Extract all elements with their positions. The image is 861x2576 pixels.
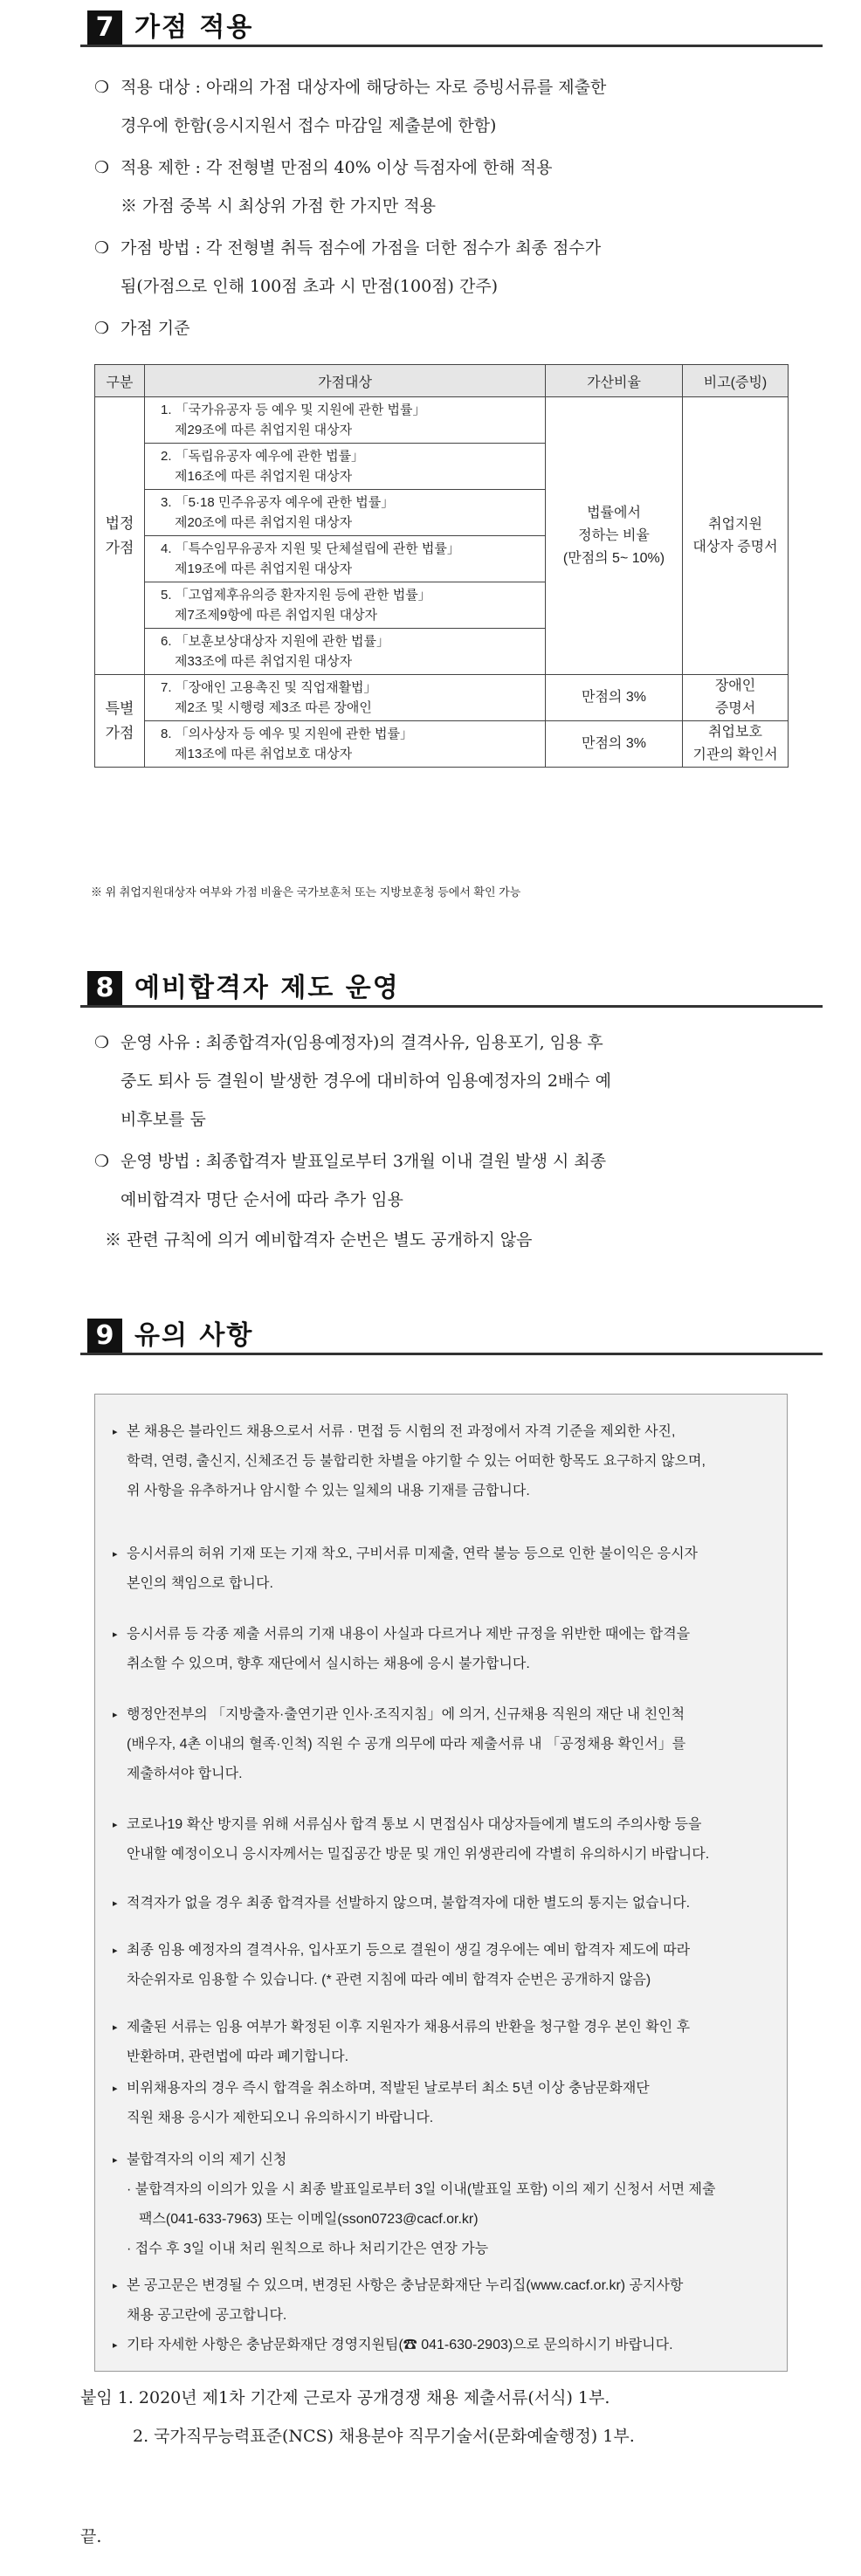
notice-item [113, 2146, 776, 2264]
note-line: ※ 가점 중복 시 최상위 가점 한 가지만 적용 [121, 196, 436, 216]
item-text: 1. 「국가유공자 등 예우 및 지원에 관한 법률」 [161, 403, 426, 417]
table-cell-item [145, 444, 546, 490]
line: 가점 방법 : 각 전형별 취득 점수에 가점을 더한 점수가 최종 점수가 [121, 238, 602, 258]
item-text: 제33조에 따른 취업지원 대상자 [175, 654, 353, 669]
bullet-triangle-icon: ▸ [113, 2084, 118, 2094]
notice-item [113, 1889, 776, 1918]
item-text: 제16조에 따른 취업지원 대상자 [175, 469, 353, 484]
remark-text: 기관의 확인서 [692, 747, 778, 762]
rate-legal [546, 397, 683, 675]
notice-item [113, 2013, 776, 2072]
table-cell-item [145, 536, 546, 582]
table-cell-item [145, 490, 546, 536]
bullet-triangle-icon: ▸ [113, 1898, 118, 1909]
cat-text: 법정 [105, 514, 134, 532]
item-text: 제19조에 따른 취업지원 대상자 [175, 561, 353, 576]
rate-righteous: 만점의 3% [546, 721, 683, 768]
bullet-triangle-icon: ▸ [113, 1710, 118, 1720]
section-rule [80, 1353, 823, 1355]
line: 코로나19 확산 방지를 위해 서류심사 합격 통보 시 면접심사 대상자들에게 별도의 주의사항 등을 [127, 1817, 702, 1832]
remark-text: 취업지원 [708, 516, 762, 532]
notice-item [113, 1620, 776, 1679]
section-8-header [80, 971, 823, 1008]
item-text: 제2조 및 시행령 제3조 따른 장애인 [175, 700, 372, 715]
bullet-icon: ❍ [94, 238, 110, 258]
section-number: 8 [87, 971, 122, 1006]
remark-text: 대상자 증명서 [692, 539, 778, 554]
sec8-bullet-reason [94, 1023, 784, 1139]
sec8-note: ※ 관련 규칙에 의거 예비합격자 순번은 별도 공개하지 않음 [105, 1230, 533, 1250]
category-special [95, 675, 145, 768]
notice-item [113, 1936, 776, 1995]
bullet-icon: ❍ [94, 1033, 110, 1052]
table-cell-item [145, 721, 546, 768]
item-text: 5. 「고엽제후유의증 환자지원 등에 관한 법률」 [161, 588, 431, 603]
bullet-triangle-icon: ▸ [113, 1549, 118, 1560]
line: 본 공고문은 변경될 수 있으며, 변경된 사항은 충남문화재단 누리집(www.cacf.or.kr) 공지사항 [127, 2278, 684, 2293]
bullet-triangle-icon: ▸ [113, 2022, 118, 2033]
line: 본인의 책임으로 합니다. [127, 1576, 273, 1591]
header-category: 구분 [95, 365, 145, 397]
line: 중도 퇴사 등 결원이 발생한 경우에 대비하여 임용예정자의 2배수 예 [121, 1071, 612, 1091]
section-title: 예비합격자 제도 운영 [134, 973, 400, 1003]
line: 위 사항을 유추하거나 암시할 수 있는 일체의 내용 기재를 금합니다. [127, 1484, 530, 1498]
cat-text: 가점 [105, 724, 134, 741]
item-text: 8. 「의사상자 등 예우 및 지원에 관한 법률」 [161, 727, 414, 741]
bullet-icon: ❍ [94, 78, 110, 97]
table-row [95, 721, 789, 768]
line: (배우자, 4촌 이내의 혈족·인척) 직원 수 공개 의무에 따라 제출서류 내 「공정채용 확인서」를 [127, 1737, 686, 1752]
notice-item [113, 2074, 776, 2133]
table-cell-item [145, 629, 546, 675]
bullet-triangle-icon: ▸ [113, 2155, 118, 2166]
remark-righteous [683, 721, 789, 768]
bullet-triangle-icon: ▸ [113, 2340, 118, 2351]
bullet-icon: ❍ [94, 319, 110, 338]
line: 안내할 예정이오니 응시자께서는 밀집공간 방문 및 개인 위생관리에 각별히 유의하시기 바랍니다. [127, 1847, 710, 1862]
line: 운영 사유 : 최종합격자(임용예정자)의 결격사유, 임용포기, 임용 후 [121, 1033, 603, 1052]
cat-text: 특별 [105, 699, 134, 717]
sec7-bullet-method [94, 229, 784, 306]
notice-item [113, 1810, 776, 1870]
line: 취소할 수 있으며, 향후 재단에서 실시하는 채용에 응시 불가합니다. [127, 1656, 530, 1671]
remark-disabled [683, 675, 789, 721]
line: 운영 방법 : 최종합격자 발표일로부터 3개월 이내 결원 발생 시 최종 [121, 1152, 607, 1171]
notice-item [113, 1539, 776, 1599]
line: 제출된 서류는 임용 여부가 확정된 이후 지원자가 채용서류의 반환을 청구할 경우 본인 확인 후 [127, 2020, 691, 2035]
section-title: 유의 사항 [134, 1320, 254, 1351]
item-text: 제13조에 따른 취업보호 대상자 [175, 747, 353, 761]
table-cell-item [145, 675, 546, 721]
line: 제출하셔야 합니다. [127, 1767, 243, 1781]
table-row [95, 397, 789, 444]
bullet-icon: ❍ [94, 158, 110, 177]
sec7-bullet-criteria [94, 309, 784, 348]
remark-text: 증명서 [714, 701, 756, 716]
sec7-bullet-apply-target [94, 68, 784, 145]
line: 불합격자의 이의 제기 신청 [127, 2152, 287, 2167]
line: 경우에 한함(응시지원서 접수 마감일 제출분에 한함) [121, 116, 497, 135]
line: 적용 제한 : 각 전형별 만점의 40% 이상 득점자에 한해 적용 [121, 158, 553, 177]
header-rate: 가산비율 [546, 365, 683, 397]
line: 학력, 연령, 출신지, 신체조건 등 불합리한 차별을 야기할 수 있는 어떠한 항목도 요구하지 않으며, [127, 1454, 706, 1469]
line: 가점 기준 [121, 319, 190, 338]
bullet-triangle-icon: ▸ [113, 1820, 118, 1830]
sub-line: 팩스(041-633-7963) 또는 이메일(sson0723@cacf.or.kr) [139, 2212, 479, 2227]
item-text: 4. 「특수임무유공자 지원 및 단체설립에 관한 법률」 [161, 541, 460, 556]
attachment-line-2: 2. 국가직무능력표준(NCS) 채용분야 직무기술서(문화예술행정) 1부. [133, 2427, 635, 2446]
section-rule [80, 45, 823, 47]
item-text: 2. 「독립유공자 예우에 관한 법률」 [161, 449, 365, 464]
item-text: 6. 「보훈보상대상자 지원에 관한 법률」 [161, 634, 390, 649]
bullet-triangle-icon: ▸ [113, 1946, 118, 1956]
item-text: 3. 「5·18 민주유공자 예우에 관한 법률」 [161, 495, 395, 510]
notice-box [94, 1394, 788, 2372]
sub-line: · 불합격자의 이의가 있을 시 최종 발표일로부터 3일 이내(발표일 포함) 이의 제기 신청서 서면 제출 [127, 2182, 716, 2197]
remark-legal [683, 397, 789, 675]
line: 적용 대상 : 아래의 가점 대상자에 해당하는 자로 증빙서류를 제출한 [121, 78, 607, 97]
notice-item [113, 1417, 776, 1506]
line: 기타 자세한 사항은 충남문화재단 경영지원팀(☎ 041-630-2903)으로 문의하시기 바랍니다. [127, 2338, 673, 2352]
notice-item [113, 2271, 776, 2331]
section-title: 가점 적용 [134, 12, 254, 43]
remark-text: 장애인 [714, 678, 756, 693]
table-row [95, 675, 789, 721]
line: 적격자가 없을 경우 최종 합격자를 선발하지 않으며, 불합격자에 대한 별도의 통지는 없습니다. [127, 1896, 691, 1911]
section-number: 9 [87, 1319, 122, 1353]
rate-disabled: 만점의 3% [546, 675, 683, 721]
notice-item [113, 2331, 776, 2360]
rate-text: 법률에서 [587, 505, 641, 520]
bullet-triangle-icon: ▸ [113, 1427, 118, 1437]
header-target: 가점대상 [145, 365, 546, 397]
attachment-line-1: 붙임 1. 2020년 제1차 기간제 근로자 공개경쟁 채용 제출서류(서식) 1부. [80, 2388, 610, 2407]
item-text: 제7조제9항에 따른 취업지원 대상자 [175, 608, 378, 623]
category-legal [95, 397, 145, 675]
line: 응시서류의 허위 기재 또는 기재 착오, 구비서류 미제출, 연락 불능 등으로 인한 불이익은 응시자 [127, 1546, 699, 1561]
line: 채용 공고란에 공고합니다. [127, 2308, 287, 2323]
line: 응시서류 등 각종 제출 서류의 기재 내용이 사실과 다르거나 제반 규정을 위반한 때에는 합격을 [127, 1627, 691, 1642]
bullet-triangle-icon: ▸ [113, 1629, 118, 1640]
line: 됨(가점으로 인해 100점 초과 시 만점(100점) 간주) [121, 277, 499, 296]
sub-line: · 접수 후 3일 이내 처리 원칙으로 하나 처리기간은 연장 가능 [127, 2242, 489, 2256]
section-7-header [80, 10, 823, 47]
section-rule [80, 1005, 823, 1008]
sec8-bullet-method [94, 1142, 784, 1219]
line: 직원 채용 응시가 제한되오니 유의하시기 바랍니다. [127, 2111, 434, 2125]
table-cell-item [145, 397, 546, 444]
end-mark: 끝. [80, 2527, 102, 2546]
section-9-header [80, 1319, 823, 1355]
section-number: 7 [87, 10, 122, 45]
line: 비후보를 둠 [121, 1110, 206, 1129]
header-remark: 비고(증빙) [683, 365, 789, 397]
sec7-bullet-apply-limit [94, 148, 784, 225]
rate-text: 정하는 비율 [578, 527, 650, 543]
cat-text: 가점 [105, 539, 134, 556]
remark-text: 취업보호 [708, 725, 762, 740]
item-text: 제29조에 따른 취업지원 대상자 [175, 423, 353, 437]
bullet-icon: ❍ [94, 1152, 110, 1171]
line: 본 채용은 블라인드 채용으로서 서류 · 면접 등 시험의 전 과정에서 자격 기준을 제외한 사진, [127, 1424, 676, 1439]
rate-text: (만점의 5~ 10%) [562, 550, 665, 566]
table-cell-item [145, 582, 546, 629]
line: 반환하며, 관련법에 따라 폐기합니다. [127, 2049, 349, 2064]
line: 비위채용자의 경우 즉시 합격을 취소하며, 적발된 날로부터 최소 5년 이상 충남문화재단 [127, 2081, 650, 2096]
bonus-criteria-table [94, 364, 789, 768]
notice-item [113, 1700, 776, 1789]
item-text: 7. 「장애인 고용촉진 및 직업재활법」 [161, 680, 377, 695]
line: 차순위자로 임용할 수 있습니다. (* 관련 지침에 따라 예비 합격자 순번은 공개하지 않음) [127, 1973, 651, 1987]
item-text: 제20조에 따른 취업지원 대상자 [175, 515, 353, 530]
line: 예비합격자 명단 순서에 따라 추가 임용 [121, 1190, 403, 1209]
line: 최종 임용 예정자의 결격사유, 입사포기 등으로 결원이 생길 경우에는 예비 합격자 제도에 따라 [127, 1943, 691, 1958]
table-footnote: ※ 위 취업지원대상자 여부와 가점 비율은 국가보훈처 또는 지방보훈청 등에서 확인 가능 [91, 885, 521, 899]
bullet-triangle-icon: ▸ [113, 2281, 118, 2291]
table-header-row [95, 365, 789, 397]
line: 행정안전부의 「지방출자·출연기관 인사·조직지침」에 의거, 신규채용 직원의 재단 내 친인척 [127, 1707, 685, 1722]
